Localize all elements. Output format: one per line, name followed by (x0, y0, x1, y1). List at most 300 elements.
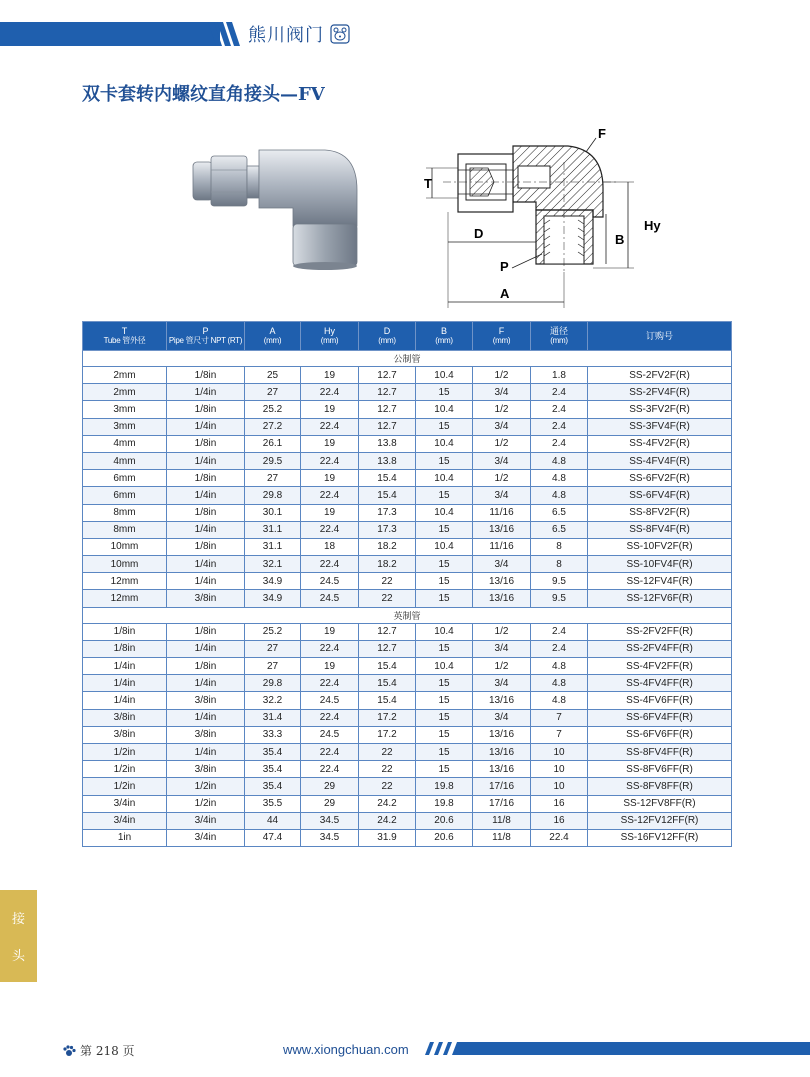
table-cell: 22.4 (301, 709, 359, 726)
table-cell: 3/4 (473, 384, 531, 401)
table-cell: 29.5 (245, 452, 301, 469)
table-cell: 3/4 (473, 452, 531, 469)
column-header (359, 322, 416, 351)
table-cell: 1.8 (531, 367, 588, 384)
table-cell: 35.5 (245, 795, 301, 812)
table-cell: 10mm (83, 538, 167, 555)
column-header-unit: (mm) (492, 336, 511, 345)
table-cell: 6mm (83, 487, 167, 504)
table-cell: 8 (531, 556, 588, 573)
table-cell: SS-2FV2FF(R) (588, 623, 732, 640)
table-cell: 3/8in (167, 692, 245, 709)
table-cell: 27.2 (245, 418, 301, 435)
table-cell: 22.4 (531, 829, 588, 846)
page-number: 第 218 页 (80, 1044, 135, 1058)
table-cell: 3/8in (83, 726, 167, 743)
table-cell: 34.5 (301, 829, 359, 846)
table-cell: 24.2 (359, 812, 416, 829)
table-cell: 1/2in (83, 761, 167, 778)
product-photo (185, 128, 375, 278)
table-cell: 13/16 (473, 726, 531, 743)
table-cell: 8mm (83, 504, 167, 521)
table-cell: 17/16 (473, 778, 531, 795)
table-row (83, 538, 732, 555)
table-cell: 4mm (83, 452, 167, 469)
table-cell: 32.2 (245, 692, 301, 709)
table-cell: 6mm (83, 470, 167, 487)
table-cell: 30.1 (245, 504, 301, 521)
table-cell: 2.4 (531, 418, 588, 435)
table-cell: 1/8in (167, 538, 245, 555)
table-cell: 1/4in (167, 418, 245, 435)
table-cell: SS-12FV8FF(R) (588, 795, 732, 812)
table-cell: 15 (416, 709, 473, 726)
table-cell: 7 (531, 709, 588, 726)
table-cell: SS-3FV2F(R) (588, 401, 732, 418)
table-cell: 4.8 (531, 470, 588, 487)
table-cell: SS-2FV2F(R) (588, 367, 732, 384)
table-cell: SS-10FV4F(R) (588, 556, 732, 573)
page-title: 双卡套转内螺纹直角接头—FV (82, 84, 325, 105)
table-cell: SS-12FV12FF(R) (588, 812, 732, 829)
table-cell: 15.4 (359, 692, 416, 709)
table-cell: 6.5 (531, 504, 588, 521)
table-cell: 17.3 (359, 504, 416, 521)
table-cell: 12.7 (359, 418, 416, 435)
table-cell: 15 (416, 521, 473, 538)
brand-name: 熊川阀门 (248, 25, 324, 46)
table-cell: 8 (531, 538, 588, 555)
table-cell: 3/4 (473, 487, 531, 504)
table-cell: SS-12FV6F(R) (588, 590, 732, 607)
table-cell: SS-12FV4F(R) (588, 573, 732, 590)
table-row (83, 452, 732, 469)
table-cell: 1/8in (167, 435, 245, 452)
table-cell: SS-8FV2F(R) (588, 504, 732, 521)
table-cell: 2.4 (531, 401, 588, 418)
table-cell: 11/8 (473, 812, 531, 829)
table-cell: 31.1 (245, 521, 301, 538)
table-cell: 4mm (83, 435, 167, 452)
table-cell: 35.4 (245, 761, 301, 778)
table-cell: 4.8 (531, 452, 588, 469)
table-cell: 3/4 (473, 640, 531, 657)
column-header-unit: (mm) (550, 336, 568, 345)
table-cell: SS-8FV4F(R) (588, 521, 732, 538)
column-header-unit: (mm) (263, 336, 282, 345)
column-header-label: F (498, 326, 505, 336)
column-header-label: 通径 (549, 326, 568, 336)
table-cell: 1/8in (83, 640, 167, 657)
column-header (301, 322, 359, 351)
table-cell: 1/4in (167, 675, 245, 692)
table-cell: SS-4FV2FF(R) (588, 658, 732, 675)
header-bar (0, 22, 220, 46)
table-row (83, 692, 732, 709)
brand (248, 22, 350, 46)
table-cell: 18 (301, 538, 359, 555)
column-header-label: B (440, 326, 447, 336)
table-cell: 4.8 (531, 658, 588, 675)
table-cell: 13/16 (473, 521, 531, 538)
table-cell: 2mm (83, 367, 167, 384)
column-header-unit: (mm) (435, 336, 453, 345)
footer-page-number (62, 1042, 135, 1059)
table-cell: 25 (245, 367, 301, 384)
table-cell: 25.2 (245, 401, 301, 418)
table-cell: 22.4 (301, 418, 359, 435)
table-cell: 17.3 (359, 521, 416, 538)
table-cell: 1/2in (167, 778, 245, 795)
table-cell: 15 (416, 590, 473, 607)
table-cell: 19 (301, 504, 359, 521)
table-cell: 6.5 (531, 521, 588, 538)
table-cell: 17/16 (473, 795, 531, 812)
table-row (83, 795, 732, 812)
label-a: A (500, 286, 510, 301)
column-header-unit: Tube 管外径 (103, 336, 146, 345)
table-row (83, 812, 732, 829)
table-cell: 25.2 (245, 623, 301, 640)
table-cell: 13.8 (359, 452, 416, 469)
table-cell: 24.5 (301, 692, 359, 709)
table-cell: 29 (301, 778, 359, 795)
table-row (83, 367, 732, 384)
table-cell: 12mm (83, 573, 167, 590)
table-cell: 34.9 (245, 573, 301, 590)
table-cell: 10mm (83, 556, 167, 573)
table-cell: 15 (416, 384, 473, 401)
table-cell: 24.5 (301, 573, 359, 590)
table-cell: SS-4FV4F(R) (588, 452, 732, 469)
table-cell: 35.4 (245, 743, 301, 760)
table-cell: 12mm (83, 590, 167, 607)
table-cell: 1/8in (167, 367, 245, 384)
table-cell: 1/4in (83, 675, 167, 692)
section-row (83, 607, 732, 623)
table-row (83, 556, 732, 573)
table-cell: 10.4 (416, 470, 473, 487)
table-cell: 29.8 (245, 487, 301, 504)
table-cell: 44 (245, 812, 301, 829)
table-row (83, 675, 732, 692)
footer-bar (425, 1042, 810, 1055)
table-cell: 2.4 (531, 640, 588, 657)
table-cell: 3mm (83, 401, 167, 418)
side-tab-char-1: 接 (11, 912, 25, 927)
table-cell: 16 (531, 795, 588, 812)
table-cell: 9.5 (531, 590, 588, 607)
table-cell: SS-10FV2F(R) (588, 538, 732, 555)
column-header-label: T (121, 326, 128, 336)
table-cell: 1/4in (167, 487, 245, 504)
label-f: F (598, 126, 606, 141)
table-cell: 1/8in (167, 504, 245, 521)
table-row (83, 590, 732, 607)
table-cell: 15 (416, 726, 473, 743)
table-cell: 22.4 (301, 556, 359, 573)
table-row (83, 640, 732, 657)
cross-section-drawing (418, 122, 668, 312)
table-cell: 18.2 (359, 538, 416, 555)
table-row (83, 726, 732, 743)
table-row (83, 743, 732, 760)
table-cell: 1/4in (167, 573, 245, 590)
table-body (83, 351, 732, 847)
table-row (83, 384, 732, 401)
table-cell: 12.7 (359, 367, 416, 384)
table-row (83, 658, 732, 675)
table-cell: 13/16 (473, 743, 531, 760)
table-cell: 15 (416, 573, 473, 590)
table-cell: 1/2 (473, 470, 531, 487)
table-cell: 29 (301, 795, 359, 812)
table-cell: 15 (416, 761, 473, 778)
table-cell: 22.4 (301, 487, 359, 504)
table-cell: 13/16 (473, 573, 531, 590)
table-cell: 15.4 (359, 470, 416, 487)
table-cell: 3/8in (167, 726, 245, 743)
column-header-label: D (383, 326, 391, 336)
table-cell: 15 (416, 487, 473, 504)
table-cell: 1/2 (473, 401, 531, 418)
bear-logo-icon (330, 24, 350, 44)
column-header (167, 322, 245, 351)
table-cell: 13.8 (359, 435, 416, 452)
table-cell: SS-6FV2F(R) (588, 470, 732, 487)
table-cell: 1/8in (167, 470, 245, 487)
table-cell: 10 (531, 761, 588, 778)
table-cell: 19.8 (416, 795, 473, 812)
table-cell: 13/16 (473, 692, 531, 709)
table-row (83, 418, 732, 435)
table-cell: 19.8 (416, 778, 473, 795)
table-cell: 31.9 (359, 829, 416, 846)
column-header-label: P (202, 326, 209, 336)
table-cell: 10.4 (416, 367, 473, 384)
table-cell: SS-6FV4FF(R) (588, 709, 732, 726)
table-row (83, 761, 732, 778)
table-cell: 10 (531, 743, 588, 760)
table-cell: 47.4 (245, 829, 301, 846)
table-cell: 1/4in (167, 452, 245, 469)
table-cell: 19 (301, 470, 359, 487)
table-cell: SS-4FV6FF(R) (588, 692, 732, 709)
table-cell: 1/2 (473, 435, 531, 452)
table-row (83, 401, 732, 418)
table-cell: 22 (359, 761, 416, 778)
table-cell: 1/4in (167, 709, 245, 726)
table-row (83, 435, 732, 452)
table-row (83, 504, 732, 521)
table-cell: 2.4 (531, 623, 588, 640)
table-cell: 3/4 (473, 556, 531, 573)
table-cell: 22 (359, 590, 416, 607)
table-cell: SS-3FV4F(R) (588, 418, 732, 435)
table-cell: 3mm (83, 418, 167, 435)
table-cell: 3/4in (167, 829, 245, 846)
table-cell: 9.5 (531, 573, 588, 590)
table-cell: 10.4 (416, 504, 473, 521)
table-cell: 1in (83, 829, 167, 846)
table-cell: SS-6FV6FF(R) (588, 726, 732, 743)
table-cell: 3/4 (473, 675, 531, 692)
table-cell: 1/8in (167, 401, 245, 418)
table-cell: 22 (359, 743, 416, 760)
table-cell: 1/2 (473, 658, 531, 675)
table-cell: 10.4 (416, 623, 473, 640)
table-cell: 19 (301, 367, 359, 384)
column-header (473, 322, 531, 351)
table-row (83, 709, 732, 726)
table-cell: 15 (416, 743, 473, 760)
table-cell: 34.5 (301, 812, 359, 829)
table-cell: 10.4 (416, 538, 473, 555)
table-cell: 18.2 (359, 556, 416, 573)
column-header-label: 订购号 (645, 331, 673, 341)
table-header-row (83, 322, 732, 351)
table-cell: SS-6FV4F(R) (588, 487, 732, 504)
table-cell: 22.4 (301, 452, 359, 469)
table-cell: 10.4 (416, 401, 473, 418)
table-cell: 15 (416, 675, 473, 692)
table-row (83, 829, 732, 846)
column-header-unit: (mm) (378, 336, 396, 345)
table-cell: SS-8FV8FF(R) (588, 778, 732, 795)
table-cell: 15.4 (359, 658, 416, 675)
table-cell: 17.2 (359, 709, 416, 726)
table-cell: 19 (301, 435, 359, 452)
label-p: P (500, 259, 509, 274)
table-cell: 19 (301, 401, 359, 418)
table-cell: 29.8 (245, 675, 301, 692)
column-header (245, 322, 301, 351)
table-row (83, 623, 732, 640)
table-cell: 12.7 (359, 384, 416, 401)
table-cell: 31.4 (245, 709, 301, 726)
table-cell: 11/8 (473, 829, 531, 846)
table-cell: 19 (301, 658, 359, 675)
label-hy: Hy (644, 218, 661, 233)
table-cell: 3/8in (167, 590, 245, 607)
table-cell: 1/2 (473, 367, 531, 384)
table-cell: 3/4in (83, 795, 167, 812)
table-cell: 3/8in (167, 761, 245, 778)
table-cell: 1/4in (167, 384, 245, 401)
table-cell: 17.2 (359, 726, 416, 743)
table-cell: 3/4 (473, 709, 531, 726)
table-cell: 22.4 (301, 521, 359, 538)
website-link[interactable]: www.xiongchuan.com (283, 1042, 409, 1057)
table-cell: 1/4in (167, 743, 245, 760)
table-row (83, 487, 732, 504)
table-cell: 1/2 (473, 623, 531, 640)
side-tab-char-2: 头 (11, 949, 25, 964)
table-cell: 1/2in (83, 778, 167, 795)
table-cell: 15.4 (359, 675, 416, 692)
table-cell: SS-16FV12FF(R) (588, 829, 732, 846)
table-cell: SS-8FV4FF(R) (588, 743, 732, 760)
table-cell: 4.8 (531, 675, 588, 692)
column-header-unit: Pipe 管尺寸 NPT (RT) (168, 336, 243, 345)
table-cell: 19 (301, 623, 359, 640)
table-cell: SS-2FV4FF(R) (588, 640, 732, 657)
table-cell: 24.5 (301, 726, 359, 743)
table-cell: 22 (359, 778, 416, 795)
table-cell: 32.1 (245, 556, 301, 573)
table-cell: 20.6 (416, 812, 473, 829)
table-cell: 8mm (83, 521, 167, 538)
table-cell: 12.7 (359, 640, 416, 657)
label-b: B (615, 232, 625, 247)
table-row (83, 521, 732, 538)
table-cell: 11/16 (473, 504, 531, 521)
column-header (416, 322, 473, 351)
table-cell: 15.4 (359, 487, 416, 504)
table-cell: 1/4in (83, 692, 167, 709)
table-row (83, 470, 732, 487)
column-header-label: A (269, 326, 276, 336)
table-cell: 15 (416, 692, 473, 709)
table-cell: 1/4in (167, 640, 245, 657)
table-cell: 15 (416, 640, 473, 657)
spec-table (82, 321, 732, 847)
table-cell: 15 (416, 418, 473, 435)
table-cell: 27 (245, 384, 301, 401)
table-row (83, 778, 732, 795)
section-label: 公制管 (83, 351, 732, 367)
table-cell: 13/16 (473, 761, 531, 778)
table-cell: 22.4 (301, 743, 359, 760)
table-cell: 31.1 (245, 538, 301, 555)
table-cell: 15 (416, 452, 473, 469)
label-d: D (474, 226, 484, 241)
column-header (531, 322, 588, 351)
table-cell: 10.4 (416, 658, 473, 675)
table-cell: 15 (416, 556, 473, 573)
table-cell: 1/2in (167, 795, 245, 812)
table-cell: 1/8in (167, 658, 245, 675)
column-header (83, 322, 167, 351)
table-cell: 12.7 (359, 623, 416, 640)
table-cell: 27 (245, 658, 301, 675)
table-cell: 22.4 (301, 675, 359, 692)
header-stripes (208, 22, 248, 46)
table-cell: 22.4 (301, 640, 359, 657)
table-cell: 24.2 (359, 795, 416, 812)
table-cell: 1/8in (83, 623, 167, 640)
table-cell: 20.6 (416, 829, 473, 846)
table-cell: 22 (359, 573, 416, 590)
table-cell: 1/4in (167, 556, 245, 573)
column-header-label: Hy (324, 326, 335, 336)
table-cell: 1/2in (83, 743, 167, 760)
table-row (83, 573, 732, 590)
side-tab[interactable] (0, 890, 37, 982)
table-cell: 2.4 (531, 384, 588, 401)
table-cell: 35.4 (245, 778, 301, 795)
table-cell: SS-4FV2F(R) (588, 435, 732, 452)
table-cell: 27 (245, 470, 301, 487)
table-cell: 10 (531, 778, 588, 795)
label-t: T (424, 176, 432, 191)
table-cell: 22.4 (301, 761, 359, 778)
table-cell: 26.1 (245, 435, 301, 452)
table-cell: 1/4in (83, 658, 167, 675)
table-cell: 33.3 (245, 726, 301, 743)
table-cell: 1/8in (167, 623, 245, 640)
table-cell: 3/4 (473, 418, 531, 435)
